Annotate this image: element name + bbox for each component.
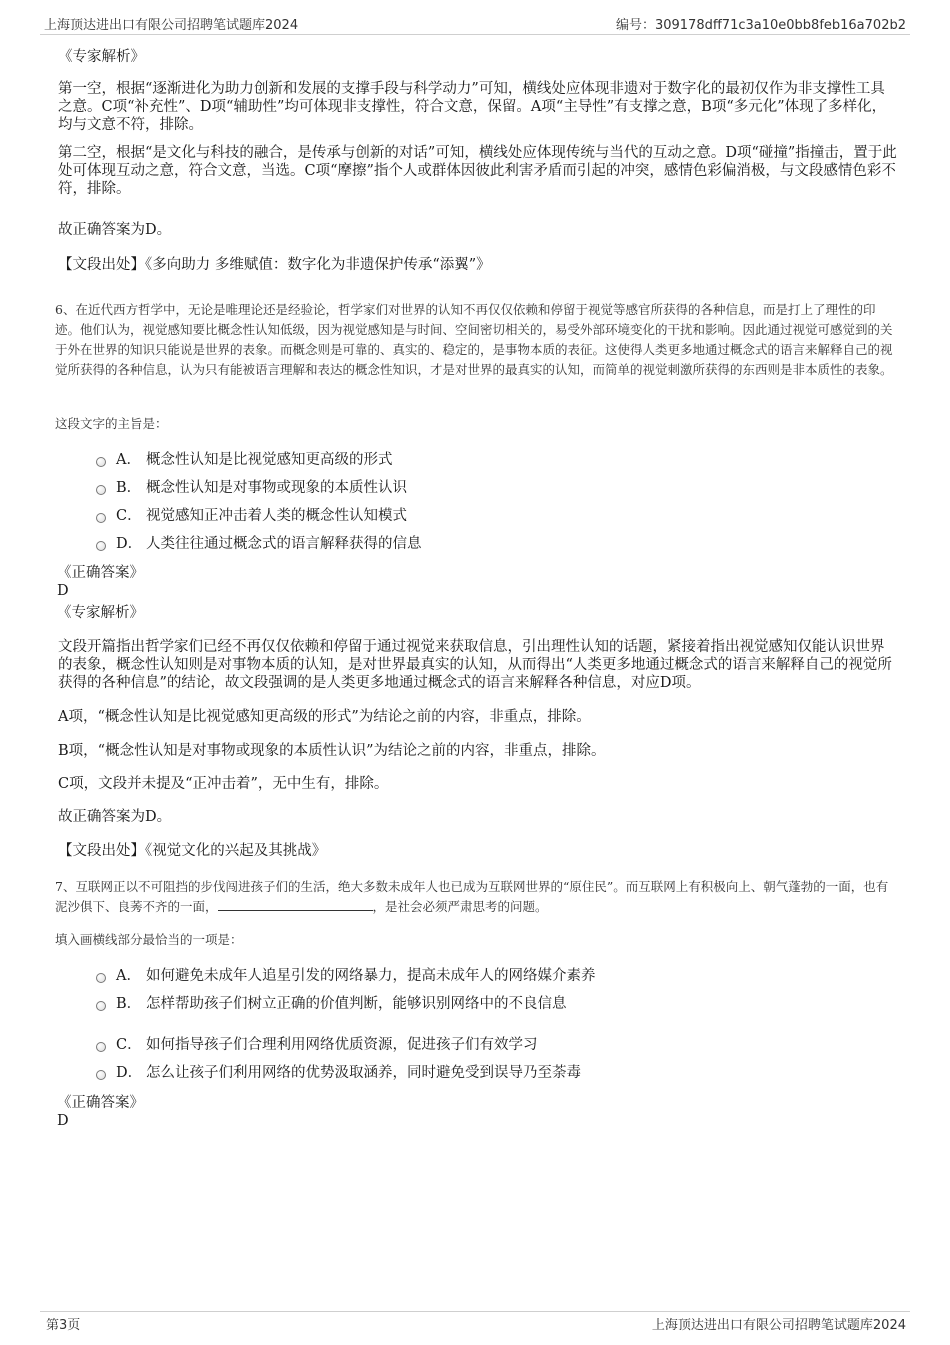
q6-option-c[interactable] — [96, 507, 407, 525]
answer-blank — [218, 898, 373, 911]
q5-analysis-label: 《专家解析》 — [58, 49, 145, 65]
header-divider — [40, 34, 910, 35]
radio-icon[interactable] — [96, 1042, 106, 1052]
option-letter: C． — [116, 1037, 142, 1053]
q5-source: 【文段出处】《多向助力 多维赋值：数字化为非遗保护传承“添翼”》 — [58, 257, 491, 273]
option-text: 人类往往通过概念式的语言解释获得的信息 — [146, 536, 422, 552]
q6-analysis-c: C项，文段并未提及“正冲击着”，无中生有，排除。 — [58, 776, 389, 792]
page-number: 第3页 — [46, 1318, 81, 1333]
document-id: 编号：309178dff71c3a10e0bb8feb16a702b2 — [615, 18, 906, 33]
option-text: 视觉感知正冲击着人类的概念性认知模式 — [146, 508, 407, 524]
option-text: 概念性认知是比视觉感知更高级的形式 — [146, 452, 393, 468]
q6-prompt: 这段文字的主旨是： — [55, 416, 168, 431]
q7-prompt: 填入画横线部分最恰当的一项是： — [55, 932, 243, 947]
q6-source: 【文段出处】《视觉文化的兴起及其挑战》 — [58, 843, 327, 859]
option-letter: A． — [116, 968, 141, 984]
q7-stem-before: 7、互联网正以不可阻挡的步伐闯进孩子们的生活，绝大多数未成年人也已成为互联网世界的“原住民”。而互联网上有积极向上、朝气蓬勃的一面，也有泥沙俱下、良莠不齐的一面， — [55, 879, 889, 914]
q7-answer-label: 《正确答案》 — [57, 1095, 144, 1111]
q6-answer-label: 《正确答案》 — [57, 565, 144, 581]
q6-answer: D — [57, 583, 69, 599]
option-text: 怎么让孩子们利用网络的优势汲取涵养，同时避免受到误导乃至荼毒 — [146, 1065, 581, 1081]
q6-analysis-b: B项，“概念性认知是对事物或现象的本质性认识”为结论之前的内容，非重点，排除。 — [58, 743, 606, 759]
radio-icon[interactable] — [96, 457, 106, 467]
q7-answer: D — [57, 1113, 69, 1129]
q6-option-d[interactable] — [96, 535, 422, 553]
q7-option-b[interactable] — [96, 995, 567, 1013]
q7-option-a[interactable] — [96, 967, 596, 985]
q6-option-b[interactable] — [96, 479, 407, 497]
q6-analysis-a: A项，“概念性认知是比视觉感知更高级的形式”为结论之前的内容，非重点，排除。 — [58, 709, 591, 725]
q7-option-d[interactable] — [96, 1064, 581, 1082]
radio-icon[interactable] — [96, 973, 106, 983]
q7-stem-after: ，是社会必须严肃思考的问题。 — [372, 899, 548, 914]
radio-icon[interactable] — [96, 1001, 106, 1011]
option-text: 如何避免未成年人追星引发的网络暴力，提高未成年人的网络媒介素养 — [146, 968, 596, 984]
footer-divider — [40, 1311, 910, 1312]
radio-icon[interactable] — [96, 541, 106, 551]
radio-icon[interactable] — [96, 485, 106, 495]
q6-option-a[interactable] — [96, 451, 393, 469]
option-letter: D． — [116, 536, 143, 552]
option-letter: D． — [116, 1065, 143, 1081]
q6-analysis: 文段开篇指出哲学家们已经不再仅仅依赖和停留于通过视觉来获取信息，引出理性认知的话题，紧接着指出视觉感知仅能认识世界的表象，概念性认知则是对事物本质的认知，是对世界最真实的认知，从而得出“人类更多地通过概念式的语言来解释自己的视觉所获得的各种信息”的结论，故文段强调的是人类更多地通过概念式的语言来解释各种信息，对应D项。 — [58, 639, 892, 691]
q6-conclusion: 故正确答案为D。 — [58, 809, 172, 825]
footer-title: 上海顶达进出口有限公司招聘笔试题库2024 — [651, 1318, 906, 1333]
option-letter: B． — [116, 996, 142, 1012]
q7-option-c[interactable] — [96, 1036, 538, 1054]
option-letter: B． — [116, 480, 142, 496]
radio-icon[interactable] — [96, 513, 106, 523]
q6-stem: 6、在近代西方哲学中，无论是唯理论还是经验论，哲学家们对世界的认知不再仅仅依赖和停留于视觉等感官所获得的各种信息，而是打上了理性的印迹。他们认为，视觉感知要比概念性认知低级，因为视觉感知是与时间、空间密切相关的，易受外部环境变化的干扰和影响。因此通过视觉可感觉到的关于外在世界的知识只能说是世界的表象。而概念则是可靠的、真实的、稳定的，是事物本质的表征。这使得人类更多地通过概念式的语言来解释自己的视觉所获得的各种信息，认为只有能被语言理解和表达的概念性知识，才是对世界的最真实的认知，而简单的视觉刺激所获得的东西则是非本质性的表象。 — [55, 302, 893, 377]
option-text: 如何指导孩子们合理利用网络优质资源，促进孩子们有效学习 — [146, 1037, 538, 1053]
option-text: 怎样帮助孩子们树立正确的价值判断，能够识别网络中的不良信息 — [146, 996, 567, 1012]
header-title: 上海顶达进出口有限公司招聘笔试题库2024 — [44, 18, 299, 33]
q5-conclusion: 故正确答案为D。 — [58, 222, 172, 238]
option-text: 概念性认知是对事物或现象的本质性认识 — [146, 480, 407, 496]
option-letter: A． — [116, 452, 141, 468]
q7-stem — [55, 877, 900, 917]
q6-analysis-label: 《专家解析》 — [57, 605, 144, 621]
option-letter: C． — [116, 508, 142, 524]
radio-icon[interactable] — [96, 1070, 106, 1080]
q5-analysis-p2: 第二空，根据“是文化与科技的融合，是传承与创新的对话”可知，横线处应体现传统与当代的互动之意。D项“碰撞”指撞击，置于此处可体现互动之意，符合文意，当选。C项“摩擦”指个人或群体因彼此利害矛盾而引起的冲突，感情色彩偏消极，与文段感情色彩不符，排除。 — [58, 145, 897, 197]
q5-analysis-p1: 第一空，根据“逐渐进化为助力创新和发展的支撑手段与科学动力”可知，横线处应体现非遗对于数字化的最初仅作为非支撑性工具之意。C项“补充性”、D项“辅助性”均可体现非支撑性，符合文意，保留。A项“主导性”有支撑之意，B项“多元化”体现了多样化，均与文意不符，排除。 — [58, 81, 887, 133]
